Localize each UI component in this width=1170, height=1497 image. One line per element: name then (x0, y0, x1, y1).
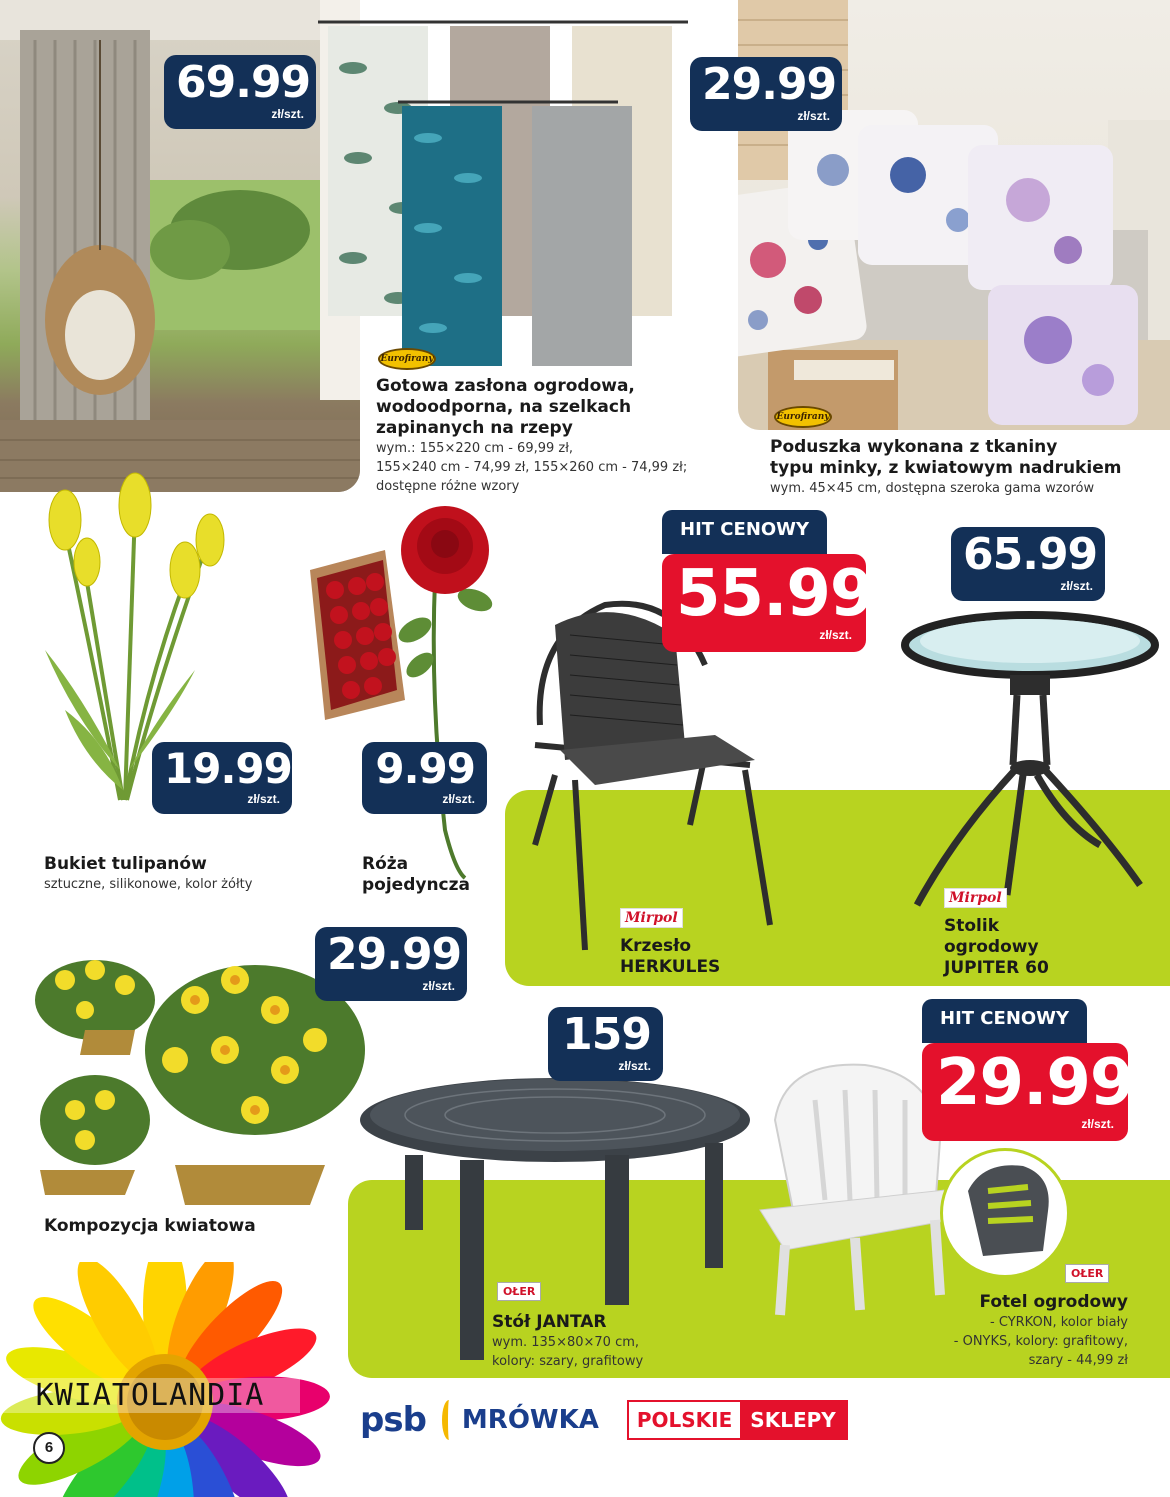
chair-price-box (662, 554, 874, 652)
psb-logo (360, 1398, 426, 1442)
polskie-sklepy-logo (627, 1400, 848, 1440)
pillow-price-unit: zł/szt. (797, 109, 830, 123)
rose-photo (305, 500, 515, 880)
eurofirany-logo-pillow: Eurofirany (774, 406, 832, 428)
mrowka-logo-text: MRÓWKA (461, 1405, 599, 1435)
curtains-product-photo (318, 18, 688, 368)
table-jupiter-price-tag (951, 527, 1105, 601)
tulips-price-tag (152, 742, 292, 814)
tulips-price: 19.99 (164, 744, 292, 793)
table-jantar-price: 159 (562, 1009, 651, 1060)
chair-name-2: HERKULES (620, 957, 721, 977)
curtain-desc-1: wym.: 155×220 cm - 69,99 zł, (376, 441, 574, 456)
chair-price: 55.99 (676, 557, 874, 631)
curtain-desc-3: dostępne różne wzory (376, 479, 520, 494)
table-jantar-text (492, 1312, 732, 1371)
armchair-desc-3: szary - 44,99 zł (1028, 1353, 1128, 1368)
chair-hit-label: HIT CENOWY (662, 510, 827, 554)
oler-logo-armchair: OŁER (1065, 1264, 1109, 1283)
curtain-price-tag (164, 55, 316, 129)
curtain-name-3: zapinanych na rzepy (376, 418, 573, 438)
armchair-price-box (922, 1043, 1134, 1141)
table-jupiter-text (944, 916, 1144, 979)
psb-logo-text: psb (360, 1400, 426, 1440)
table-jantar-price-tag (548, 1007, 663, 1081)
tulips-name: Bukiet tulipanów (44, 854, 207, 874)
table-jupiter-price-unit: zł/szt. (1060, 579, 1093, 593)
mirpol-logo-table: Mirpol (944, 888, 1007, 908)
rose-price-unit: zł/szt. (442, 792, 475, 806)
rose-name-2: pojedyncza (362, 875, 471, 895)
eurofirany-logo-curtain: Eurofirany (378, 348, 436, 370)
mrowka-logo (442, 1400, 599, 1440)
armchair-price: 29.99 (936, 1046, 1134, 1120)
rose-name-1: Róża (362, 854, 409, 874)
tulips-price-unit: zł/szt. (247, 792, 280, 806)
armchair-name: Fotel ogrodowy (979, 1292, 1128, 1312)
armchair-hit-label: HIT CENOWY (922, 999, 1087, 1043)
rose-price-tag (362, 742, 487, 814)
flower-comp-price: 29.99 (327, 929, 462, 980)
chair-text (620, 936, 780, 978)
curtain-name-2: wodoodporna, na szelkach (376, 397, 632, 417)
mirpol-logo-chair: Mirpol (620, 908, 683, 928)
curtain-price: 69.99 (176, 57, 311, 108)
tulips-text (44, 854, 334, 894)
rose-text (362, 854, 512, 896)
curtain-name-1: Gotowa zasłona ogrodowa, (376, 376, 635, 396)
tulips-desc: sztuczne, silikonowe, kolor żółty (44, 877, 253, 892)
curtain-text (376, 376, 706, 496)
table-jupiter-photo (895, 605, 1165, 915)
pillow-name-1: Poduszka wykonana z tkaniny (770, 437, 1058, 457)
table-jantar-price-unit: zł/szt. (618, 1059, 651, 1073)
armchair-price-unit: zł/szt. (1081, 1117, 1114, 1131)
pillow-desc: wym. 45×45 cm, dostępna szeroka gama wzorów (770, 481, 1095, 496)
pillow-price: 29.99 (702, 59, 837, 110)
page-number-badge (33, 1432, 65, 1464)
rose-price: 9.99 (375, 744, 475, 793)
curtain-price-unit: zł/szt. (271, 107, 304, 121)
mrowka-swoosh-icon (442, 1400, 456, 1440)
kwiatolandia-text: KWIATOLANDIA (0, 1378, 300, 1413)
flower-comp-price-unit: zł/szt. (422, 979, 455, 993)
table-jantar-name: Stół JANTAR (492, 1312, 607, 1332)
table-jupiter-name-3: JUPITER 60 (944, 958, 1049, 978)
flower-comp-text (44, 1216, 344, 1237)
armchair-desc-1: - CYRKON, kolor biały (990, 1315, 1128, 1330)
pillow-price-tag (690, 57, 842, 131)
pillow-name-2: typu minky, z kwiatowym nadrukiem (770, 458, 1122, 478)
oler-logo-table: OŁER (497, 1282, 541, 1301)
sklepy-text: SKLEPY (740, 1402, 845, 1438)
armchair-desc-2: - ONYKS, kolory: grafitowy, (953, 1334, 1128, 1349)
pillow-text (770, 437, 1165, 498)
chair-name-1: Krzesło (620, 936, 692, 956)
flower-comp-price-tag (315, 927, 467, 1001)
chair-price-unit: zł/szt. (819, 628, 852, 642)
table-jupiter-name-1: Stolik (944, 916, 1000, 936)
armchair-graphite-circle (940, 1148, 1070, 1278)
table-jantar-desc-2: kolory: szary, grafitowy (492, 1354, 644, 1369)
table-jupiter-name-2: ogrodowy (944, 937, 1039, 957)
table-jantar-desc-1: wym. 135×80×70 cm, (492, 1335, 640, 1350)
armchair-text (880, 1292, 1128, 1370)
polskie-text: POLSKIE (629, 1402, 740, 1438)
table-jupiter-price: 65.99 (963, 529, 1098, 580)
chair-hit-badge (662, 510, 874, 652)
armchair-hit-badge (922, 999, 1134, 1141)
flower-comp-name: Kompozycja kwiatowa (44, 1216, 256, 1236)
footer-logos (360, 1395, 848, 1445)
page-number: 6 (44, 1439, 54, 1456)
curtain-desc-2: 155×240 cm - 74,99 zł, 155×260 cm - 74,99 zł; (376, 460, 688, 475)
